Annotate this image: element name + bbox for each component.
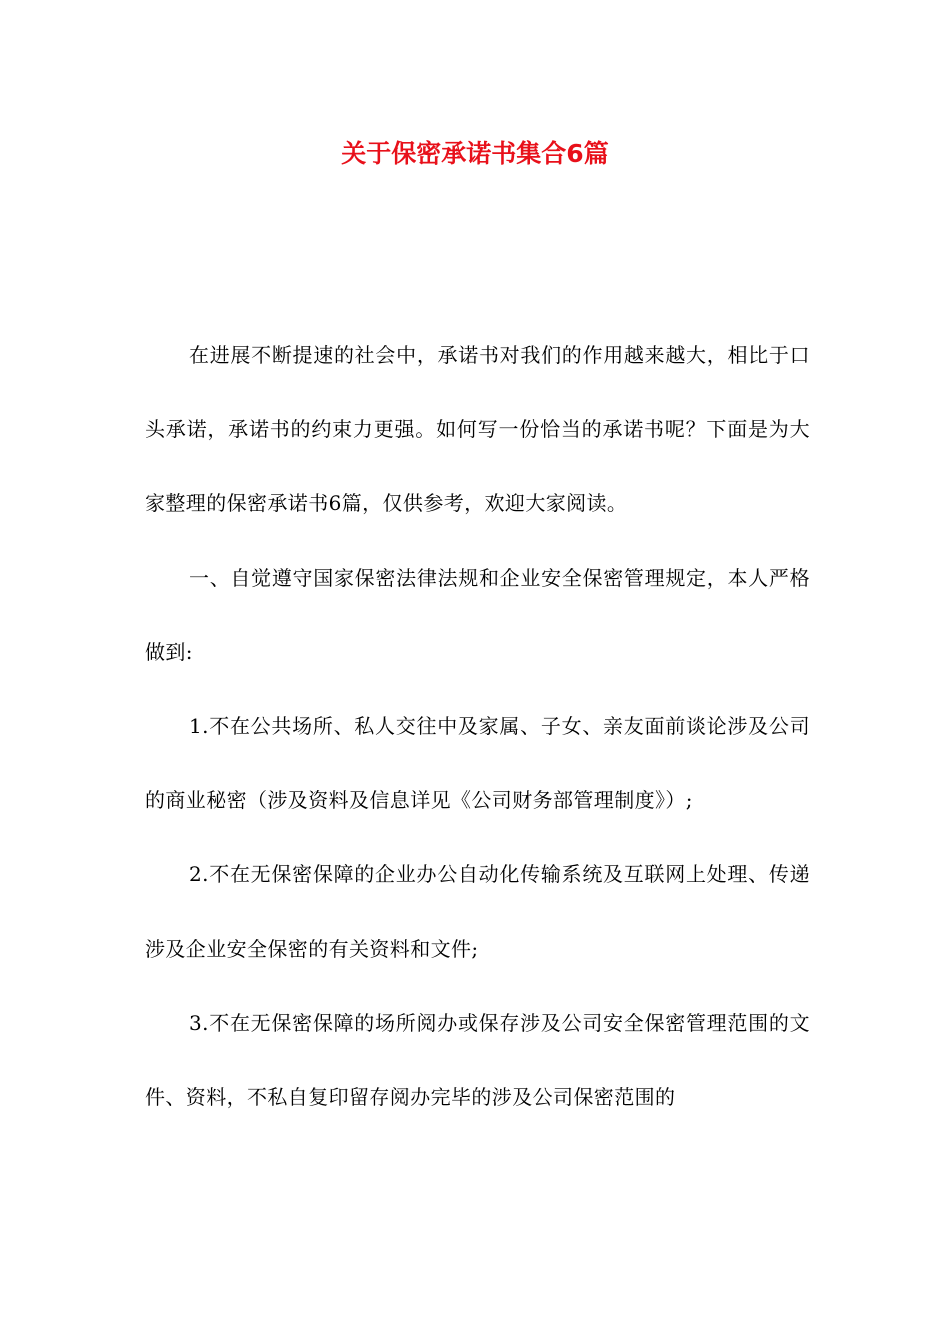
paragraph-section-one: 一、自觉遵守国家保密法律法规和企业安全保密管理规定，本人严格做到: — [145, 565, 810, 664]
paragraph-item-3: 3.不在无保密保障的场所阅办或保存涉及公司安全保密管理范围的文件、资料，不私自复印留存阅办完毕的涉及公司保密范围的 — [145, 1010, 810, 1110]
document-body — [145, 318, 810, 1134]
document-title: 关于保密承诺书集合6篇 — [341, 139, 609, 168]
paragraph-intro: 在进展不断提速的社会中，承诺书对我们的作用越来越大，相比于口头承诺，承诺书的约束力更强。如何写一份恰当的承诺书呢？下面是为大家整理的保密承诺书6篇，仅供参考，欢迎大家阅读。 — [145, 343, 810, 516]
paragraph-item-1: 1.不在公共场所、私人交往中及家属、子女、亲友面前谈论涉及公司的商业秘密（涉及资料及信息详见《公司财务部管理制度》）; — [145, 714, 810, 813]
paragraph-item-2: 2.不在无保密保障的企业办公自动化传输系统及互联网上处理、传递涉及企业安全保密的有关资料和文件; — [145, 862, 810, 961]
